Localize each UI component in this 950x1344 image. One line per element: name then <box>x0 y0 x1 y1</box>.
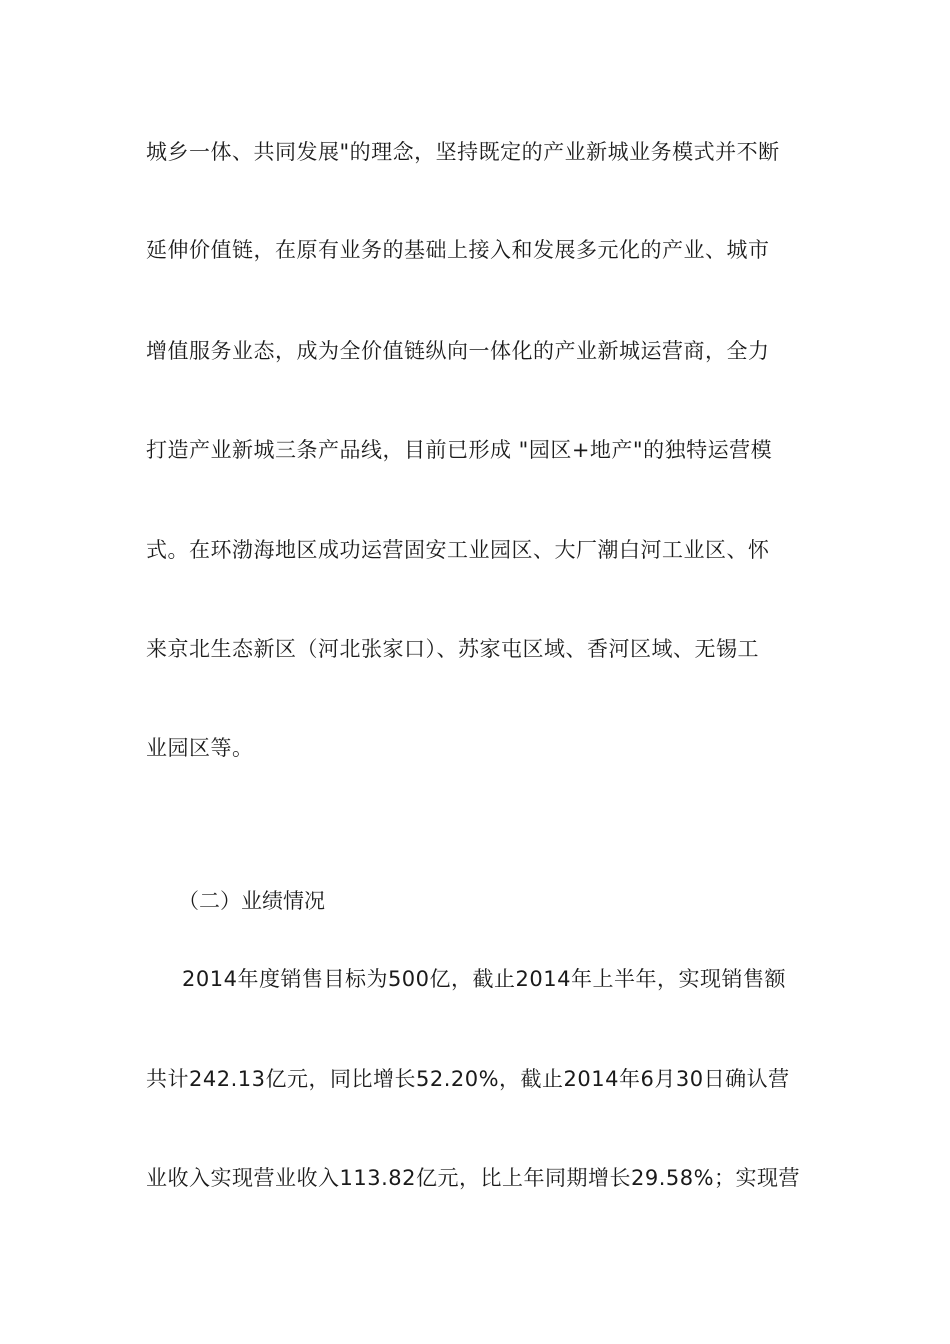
paragraph-line: 来京北生态新区（河北张家口）、苏家屯区域、香河区域、无锡工 <box>146 637 759 661</box>
paragraph-line: 业收入实现营业收入113.82亿元，比上年同期增长29.58%；实现营 <box>146 1166 801 1190</box>
paragraph-line: 式。在环渤海地区成功运营固安工业园区、大厂潮白河工业区、怀 <box>146 538 770 562</box>
section-heading: （二）业绩情况 <box>178 889 325 913</box>
paragraph-line: 延伸价值链，在原有业务的基础上接入和发展多元化的产业、城市 <box>146 238 770 262</box>
paragraph-line: 共计242.13亿元，同比增长52.20%，截止2014年6月30日确认营 <box>146 1067 790 1091</box>
paragraph-line: 2014年度销售目标为500亿，截止2014年上半年，实现销售额 <box>182 967 786 991</box>
paragraph-line: 城乡一体、共同发展"的理念，坚持既定的产业新城业务模式并不断 <box>146 140 780 164</box>
paragraph-line: 增值服务业态，成为全价值链纵向一体化的产业新城运营商，全力 <box>146 339 770 363</box>
paragraph-line: 业园区等。 <box>146 736 254 760</box>
paragraph-line: 打造产业新城三条产品线，目前已形成 "园区+地产"的独特运营模 <box>146 438 773 462</box>
